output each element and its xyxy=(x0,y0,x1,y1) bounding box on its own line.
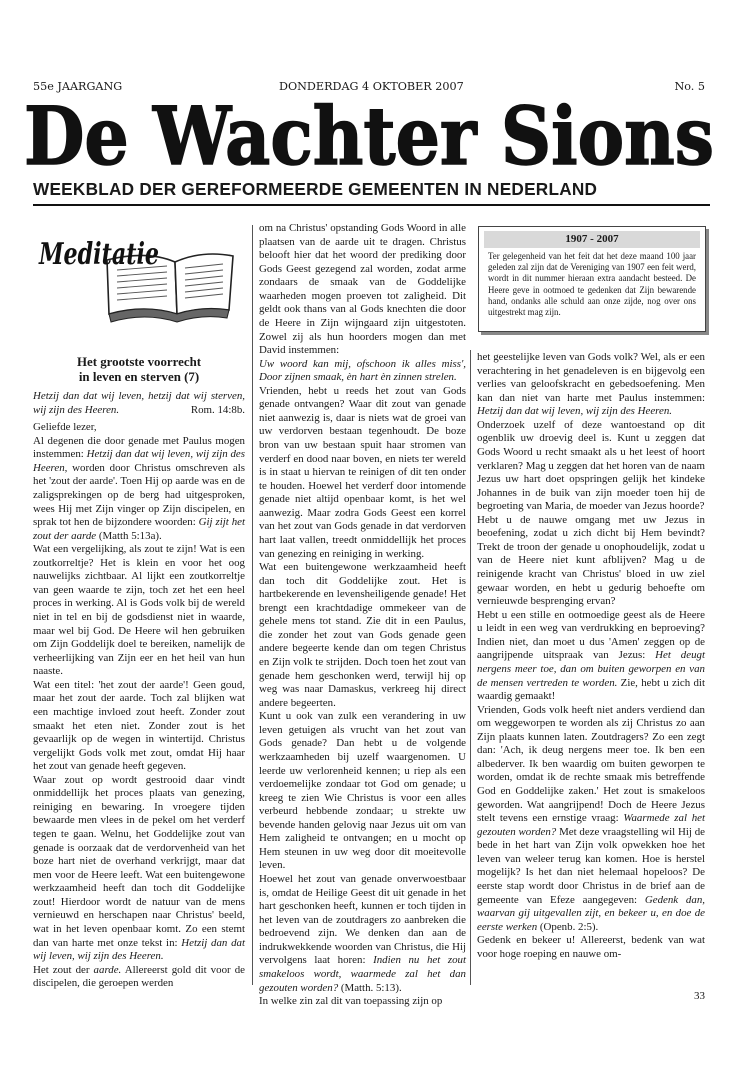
anniversary-box-text: Ter gelegenheid van het feit dat het deze maand 100 jaar geleden zal zijn dat de Vereniging van 1907 een feit werd, wordt in dit nummer hieraan extra aandacht besteed. De Heere geve in ootmoed te gedenken dat Zijn bewarende hand, ondanks alle schuld aan onze zijde, nog over ons uitgestrekt mag zijn. xyxy=(488,251,696,318)
article-column-3 xyxy=(477,351,705,961)
paragraph: Vrienden, Gods volk heeft niet anders verdiend dan om weggeworpen te worden als zij Christus zo aan Zijn plaats kunnen laten. Zoutdragers? Zo een zegt dan: 'Ach, ik deug nergens meer toe. Ik ben een albederver. Ik ben waardig om buiten geworpen te worden, omdat ik de rechte smaak mis betreffende God en Goddelijke zaken.' Het zout is smakeloos geworden. Wat aangrijpend! Doch de Heere Jezus stelt tevens een ernstige vraag: Waarmede zal het gezouten worden? Met deze vraagstelling wil Hij de bede in het hart van Zijn volk opwekken hoe het leven van weleer terug kan komen. Hoe is herstel mogelijk? Is het dan niet helemaal hopeloos? De eerste stap wordt door Christus in de brief aan de gemeente van Efeze aangegeven: Gedenk dan, waarvan gij uitgevallen zijt, en bekeer u, en doe de eerste werken (Openb. 2:5). xyxy=(477,703,706,933)
column-divider xyxy=(252,225,253,985)
column-divider xyxy=(470,350,471,985)
newspaper-title xyxy=(22,92,716,180)
paragraph: om na Christus' opstanding Gods Woord in alle plaatsen van de aarde uit te dragen. Christus belooft hier dat het woord der prediking door Gods Geest gezegend zal worden, zodat arme zondaars de smaak van de Goddelijke waarheden mogen proeven tot zaligheid. Dit geldt ook thans van al Gods knechten die door de Heere in Zijn wijngaard zijn uitgestoten. Zowel zij als hun hoorders mogen dan met David instemmen: xyxy=(259,222,466,357)
paragraph: Waar zout op wordt gestrooid daar vindt onmiddellijk het proces plaats van genezing, reiniging en bewaring. In vroegere tijden bewaarde men vlees in de pekel om het verderf tegen te gaan. Welnu, het Goddelijke zout van genade is oorzaak dat de verdorvenheid van het boze hart niet de overhand verkrijgt, maar dat men voor de Heere leeft. Wat een buitengewone werkzaamheid heeft dan toch dit Goddelijke zout! Hierdoor wordt de natuur van de mens vernieuwd en herschapen naar Christus' beeld, wat in het leven openbaar komt. Zo een stemt dan van harte met onze tekst in: Hetzij dan dat wij leven, wij zijn des Heeren. xyxy=(33,773,245,963)
page-number: 33 xyxy=(694,990,705,1002)
article-title xyxy=(30,355,248,385)
paragraph: Kunt u ook van zulk een verandering in uw leven getuigen als vrucht van het zout van Gods genade? Dan hebt u de volgende werkzaamheden bij uzelf waargenomen. U leerde uw verlorenheid kennen; u riep als een verdoemelijke zondaar tot God om genade; u kreeg te zien Wie Christus is voor een alles verbeurd hebbende zondaar; u strekte uw bevende handen gelovig naar Jezus uit om van Hem zaligheid te ontvangen; en u mocht op Hem steunen in uw weg door dit moeitevolle leven. xyxy=(259,710,466,872)
newspaper-title-text: De Wachter Sions xyxy=(24,92,714,180)
paragraph: Hebt u de nauwe omgang met uw Jezus in beoefening, zodat u zich dicht bij Hem bevindt? Trekt de troon der genade u onophoudelijk, zodat u van de Heere niet kunt afblijven? Mag u de reinigende kracht van Christus' bloed in uw ziel gewaar worden, en hebt u gedurig behoefte om vernieuwde besprenging ervan? xyxy=(477,513,705,608)
psalm-quote: Uw woord kan mij, ofschoon ik alles miss', Door zijnen smaak, èn hart èn zinnen strelen. xyxy=(259,357,466,384)
epigraph-reference: Rom. 14:8b. xyxy=(190,403,245,416)
paragraph: In welke zin zal dit van toepassing zijn op xyxy=(259,995,443,1008)
anniversary-box-heading: 1907 - 2007 xyxy=(484,231,700,248)
paragraph: Vrienden, hebt u reeds het zout van Gods genade ontvangen? Waar dit zout van genade niet aanwezig is, daar is niets wat de groei van uw verdorven bestaan tegenhoudt. De boze bron van uw bestaan spuit haar stromen van verderf en dood naar boven, en niets ter wereld is in staat u hiervan te reinigen of dit ten onder te houden. Hoewel het verderf door intomende genade niet altijd openbaar komt, is het wel aanwezig. Maar zodra Gods Geest een korrel van het zout van Gods genade in dat verdorven hart laat vallen, treedt onmiddellijk het proces van genezing en reiniging in werking. xyxy=(259,384,466,560)
meditatie-logo xyxy=(37,222,239,326)
article-column-2 xyxy=(259,222,466,1009)
paragraph: het geestelijke leven van Gods volk? Wel, als er een verachtering in het genadeleven is en bijgevolg een verlies van geloofskracht en gebedsoefening. Men kan dan niet van harte met Paulus instemmen: Hetzij dan dat wij leven, wij zijn des Heeren. xyxy=(477,351,705,418)
paragraph: Hebt u een stille en ootmoedige geest als de Heere u leidt in een weg van verdrukking en beproeving? Indien niet, dan moet u dus 'Amen' zeggen op de aangrijpende uitspraak van Jezus: Het deugt nergens meer toe, dan om buiten geworpen en van de mensen vertreden te worden. Zie, hebt u zich dit waardig gemaakt! xyxy=(477,608,705,703)
paragraph: Al degenen die door genade met Paulus mogen instemmen: Hetzij dan dat wij leven, wij zijn des Heeren, worden door Christus omschreven als het 'zout der aarde'. Toen Hij op aarde was en de zaligsprekingen op de berg had uitgesproken, wees Hij met Zijn vinger op Zijn discipelen, en sprak tot hen de bijzondere woorden: Gij zijt het zout der aarde (Matth 5:13a). xyxy=(33,434,245,542)
paragraph: Wat een vergelijking, als zout te zijn! Wat is een zoutkorreltje? Het is klein en voor het oog nauwelijks zichtbaar. Al lijkt een zoutkorreltje van geen waarde te zijn, toch zet het een heel proces in werking. Al is Gods volk bij de wereld niet in tel en bij de godsdienst niet in waarde, maar wel bij God. De Heere wil hen gebruiken om Zijn Goddelijk doel te bereiken, namelijk de verheerlijking van Zijn eer en het heil van hun naaste. xyxy=(33,543,245,678)
article-title-line2: in leven en sterven (7) xyxy=(78,370,200,384)
issue-date: DONDERDAG 4 OKTOBER 2007 xyxy=(279,80,464,93)
meditatie-label: Meditatie xyxy=(38,237,160,272)
paragraph: Onderzoek uzelf of deze wantoestand op dit ogenblik uw droevig deel is. Kunt u zeggen dat Gods Woord u recht smaakt als u het leest of hoort verklaren? Mag u zeggen dat het horen van de naam Jezus uw hart doet opspringen gelijk het kindeke Johannes in de buik van zijn moeder toen hij de begroeting van Maria, de moeder van Jezus hoorde? xyxy=(477,418,705,513)
epigraph-text: Hetzij dan dat wij leven, hetzij dat wij sterven, wij zijn des Heeren. xyxy=(33,390,245,416)
paragraph: Hoewel het zout van genade onverwoestbaar is, omdat de Heilige Geest dit uit genade in het hart geschonken heeft, kunnen er toch tijden in het leven van de zoutdragers zo aanbreken die bedroevend zijn. We denken dan aan de indrukwekkende woorden van Christus, die Hij vervolgens laat horen: Indien nu het zout smakeloos wordt, waarmede zal het dan gezouten worden? (Matth. 5:13). xyxy=(259,873,466,994)
volume-label: 55e JAARGANG xyxy=(33,80,123,93)
paragraph: Wat een titel: 'het zout der aarde'! Geen goud, maar het zout der aarde. Toch zal blijken wat een machtige invloed zout heeft. Zonder zout smaakt het eten niet. Zonder zout is het gevaarlijk op de wegen in wintertijd. Christus vergelijkt Gods volk met zout, omdat Hij haar het zout van genade heeft gegeven. xyxy=(33,678,245,773)
salutation: Geliefde lezer, xyxy=(33,421,97,434)
article-column-1 xyxy=(33,390,245,991)
issue-number: No. 5 xyxy=(674,80,705,93)
paragraph: Gedenk en bekeer u! Allereerst, bedenk van wat voor hoge roeping en nauwe om- xyxy=(477,934,705,960)
paragraph: Het zout der aarde. Allereerst gold dit voor de discipelen, die geroepen werden xyxy=(33,963,245,990)
newspaper-subtitle: WEEKBLAD DER GEREFORMEERDE GEMEENTEN IN NEDERLAND xyxy=(33,179,710,206)
paragraph: Wat een buitengewone werkzaamheid heeft dan toch dit Goddelijke zout. Het is hartbekerende en levensheiligende genade! Het brengt een krachtdadige ommekeer van de gehele mens tot stand. Zie dit in een Paulus, die zonder het zout van Gods genade geen andere begeerte kende dan om tegen Christus en Zijn volk te strijden. Doch toen het zout van genade hem geschonken werd, terwijl hij op weg was naar Damaskus, verkreeg hij direct andere begeerten. xyxy=(259,561,466,709)
anniversary-box xyxy=(478,226,706,332)
epigraph xyxy=(33,390,245,417)
article-title-line1: Het grootste voorrecht xyxy=(76,355,202,369)
